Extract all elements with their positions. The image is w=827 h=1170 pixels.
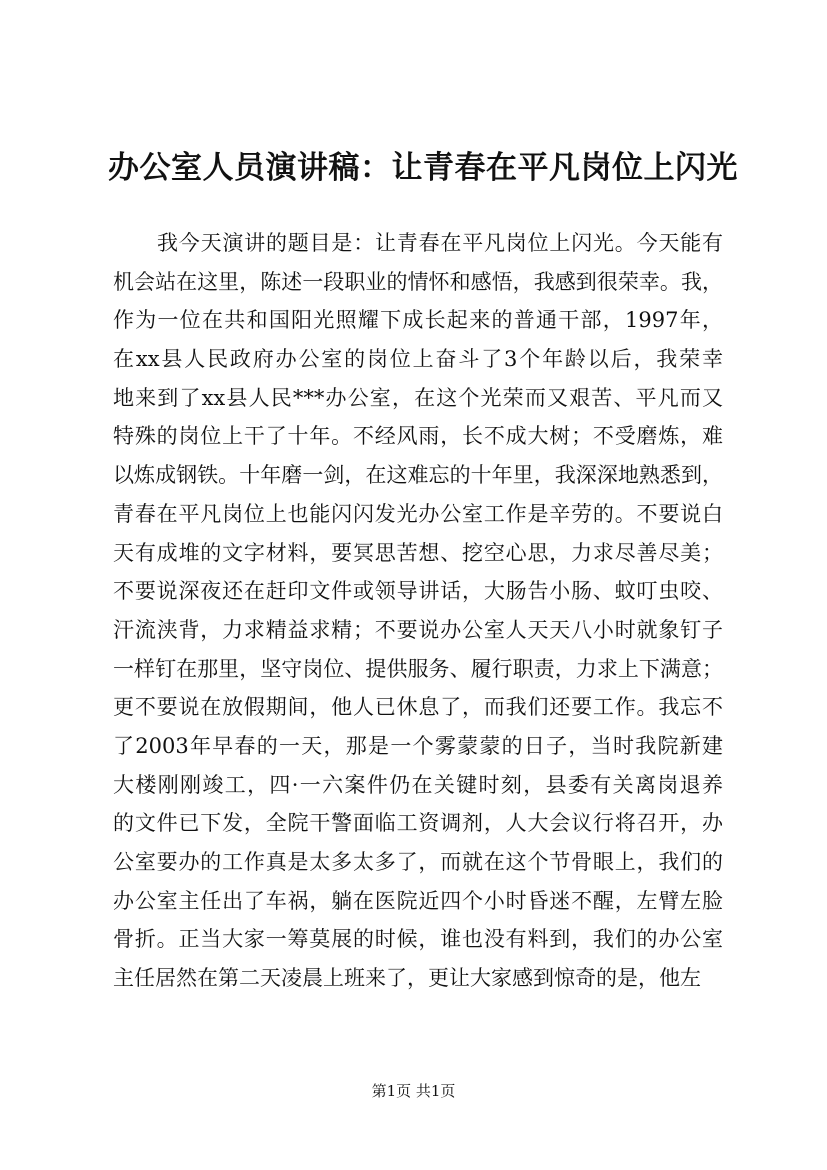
document-title: 办公室人员演讲稿：让青春在平凡岗位上闪光 — [108, 150, 738, 186]
body-line: 在xx县人民政府办公室的岗位上奋斗了3个年龄以后，我荣幸 — [113, 347, 723, 372]
body-line: 我今天演讲的题目是：让青春在平凡岗位上闪光。今天能有 — [157, 231, 723, 255]
body-line: 更不要说在放假期间，他人已休息了，而我们还要工作。我忘不 — [113, 695, 723, 720]
body-line: 大楼刚刚竣工，四·一六案件仍在关键时刻，县委有关离岗退养 — [113, 772, 723, 797]
body-line: 办公室主任出了车祸，躺在医院近四个小时昏迷不醒，左臂左脸 — [113, 888, 723, 913]
body-line: 了2003年早春的一天，那是一个雾蒙蒙的日子，当时我院新建 — [113, 733, 723, 758]
body-line: 公室要办的工作真是太多太多了，而就在这个节骨眼上，我们的 — [113, 850, 723, 874]
body-line: 青春在平凡岗位上也能闪闪发光办公室工作是辛劳的。不要说白 — [113, 501, 723, 526]
document-body — [113, 224, 723, 998]
body-line: 作为一位在共和国阳光照耀下成长起来的普通干部，1997年， — [113, 308, 723, 333]
body-line: 骨折。正当大家一筹莫展的时候，谁也没有料到，我们的办公室 — [113, 927, 723, 952]
body-line: 不要说深夜还在赶印文件或领导讲话，大肠告小肠、蚊叮虫咬、 — [113, 579, 723, 604]
body-line: 主任居然在第二天凌晨上班来了，更让大家感到惊奇的是，他左 — [113, 966, 701, 991]
body-line: 机会站在这里，陈述一段职业的情怀和感悟，我感到很荣幸。我， — [113, 269, 723, 294]
body-line: 特殊的岗位上干了十年。不经风雨，长不成大树；不受磨炼，难 — [113, 424, 723, 449]
body-line: 以炼成钢铁。十年磨一剑，在这难忘的十年里，我深深地熟悉到， — [113, 463, 723, 488]
body-line: 天有成堆的文字材料，要冥思苦想、挖空心思，力求尽善尽美； — [113, 540, 723, 565]
body-line: 的文件已下发，全院干警面临工资调剂，人大会议行将召开，办 — [113, 811, 723, 836]
body-line: 一样钉在那里，坚守岗位、提供服务、履行职责，力求上下满意； — [113, 656, 723, 681]
body-line: 汗流浃背，力求精益求精；不要说办公室人天天八小时就象钉子 — [113, 617, 723, 642]
page-footer: 第1页 共1页 — [371, 1082, 456, 1100]
body-line: 地来到了xx县人民***办公室，在这个光荣而又艰苦、平凡而又 — [113, 385, 723, 410]
